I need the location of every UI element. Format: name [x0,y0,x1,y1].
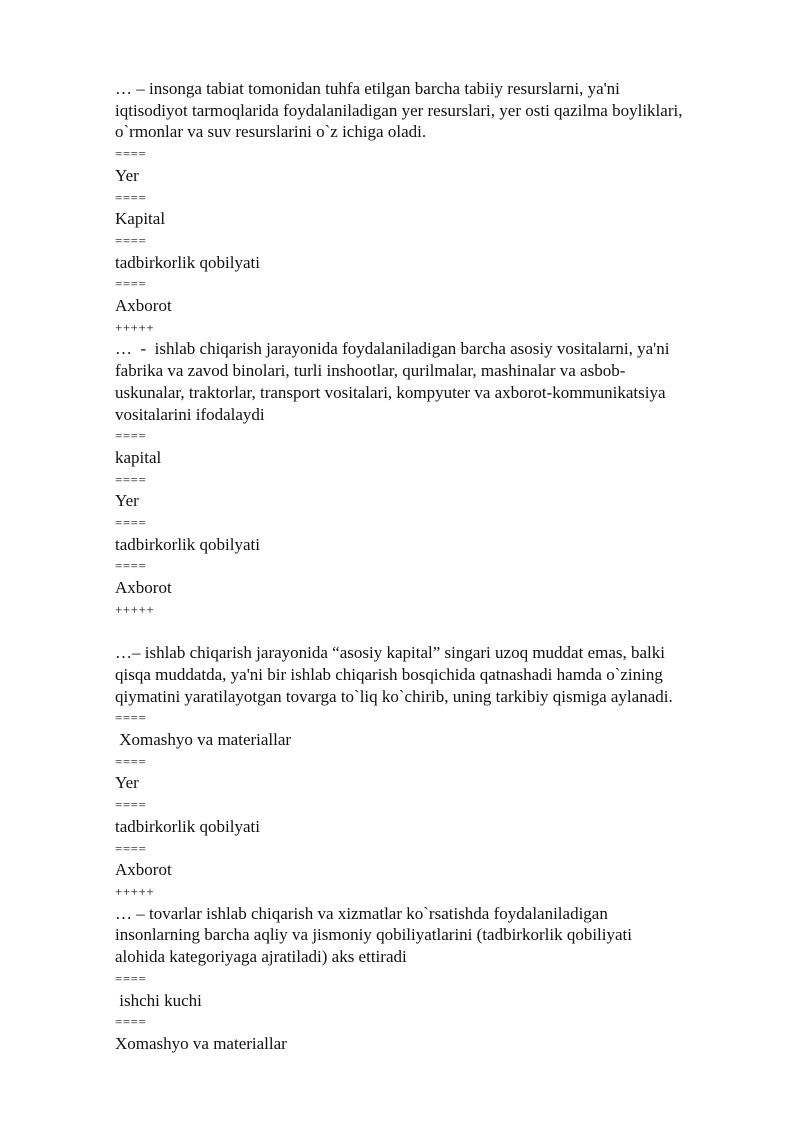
option-separator: ==== [115,276,147,292]
answer-option: Xomashyo va materiallar [115,1033,287,1053]
option-separator: ==== [115,558,147,574]
question-block [115,78,755,338]
question-text: alohida kategoriyaga ajratiladi) aks ettiradi [115,947,407,967]
question-text: … – insonga tabiat tomonidan tuhfa etilgan barcha tabiiy resurslarni, ya'ni [115,79,620,98]
question-text: fabrika va zavod binolari, turli inshootlar, qurilmalar, mashinalar va asbob- [115,361,626,381]
answer-option: Yer [115,491,139,511]
question-text: insonlarning barcha aqliy va jismoniy qobiliyatlarini (tadbirkorlik qobiliyati [115,925,632,945]
option-separator: ==== [115,840,147,856]
question-text: …– ishlab chiqarish jarayonida “asosiy kapital” singari uzoq muddat emas, balki [115,643,665,663]
answer-option: Axborot [115,578,172,598]
option-separator: ==== [115,232,147,248]
question-block [115,903,755,1055]
option-separator: ==== [115,970,147,986]
question-block [115,338,755,620]
answer-option: tadbirkorlik qobilyati [115,534,260,554]
answer-option: Kapital [115,209,166,229]
option-separator: ==== [115,515,147,531]
question-text: uskunalar, traktorlar, transport vositalari, kompyuter va axborot-kommunikatsiya [115,382,666,402]
question-text: o`rmonlar va suv resurslarini o`z ichiga oladi. [115,122,427,142]
answer-option: tadbirkorlik qobilyati [115,816,260,836]
answer-option: Axborot [115,296,172,316]
answer-option: Yer [115,773,139,793]
option-separator: ==== [115,146,147,162]
question-text: qisqa muddatda, ya'ni bir ishlab chiqarish bosqichida qatnashadi hamda o`zining [115,664,663,684]
option-separator: ==== [115,710,147,726]
blank-line [115,621,755,643]
question-text: vositalarini ifodalaydi [115,404,265,424]
option-separator: ==== [115,797,147,813]
question-block [115,642,755,902]
option-separator: ==== [115,428,147,444]
document-page [115,78,755,1055]
question-text: … – tovarlar ishlab chiqarish va xizmatlar ko`rsatishda foydalaniladigan [115,903,608,923]
question-text: … - ishlab chiqarish jarayonida foydalaniladigan barcha asosiy vositalarni, ya'ni [115,339,670,359]
answer-option: Xomashyo va materiallar [115,730,292,750]
answer-option: tadbirkorlik qobilyati [115,252,260,272]
answer-option: Axborot [115,860,172,880]
answer-option: ishchi kuchi [115,990,202,1010]
block-separator: +++++ [115,319,155,335]
answer-option: kapital [115,447,162,467]
block-separator: +++++ [115,884,155,899]
option-separator: ==== [115,753,147,769]
answer-option: Yer [115,165,139,185]
question-text: qiymatini yaratilayotgan tovarga to`liq ko`chirib, uning tarkibiy qismiga aylanadi. [115,686,673,706]
option-separator: ==== [115,1014,147,1030]
block-separator: +++++ [115,601,155,617]
question-text: iqtisodiyot tarmoqlarida foydalaniladigan yer resurslari, yer osti qazilma boyliklari, [115,100,683,120]
option-separator: ==== [115,471,147,487]
option-separator: ==== [115,189,147,205]
